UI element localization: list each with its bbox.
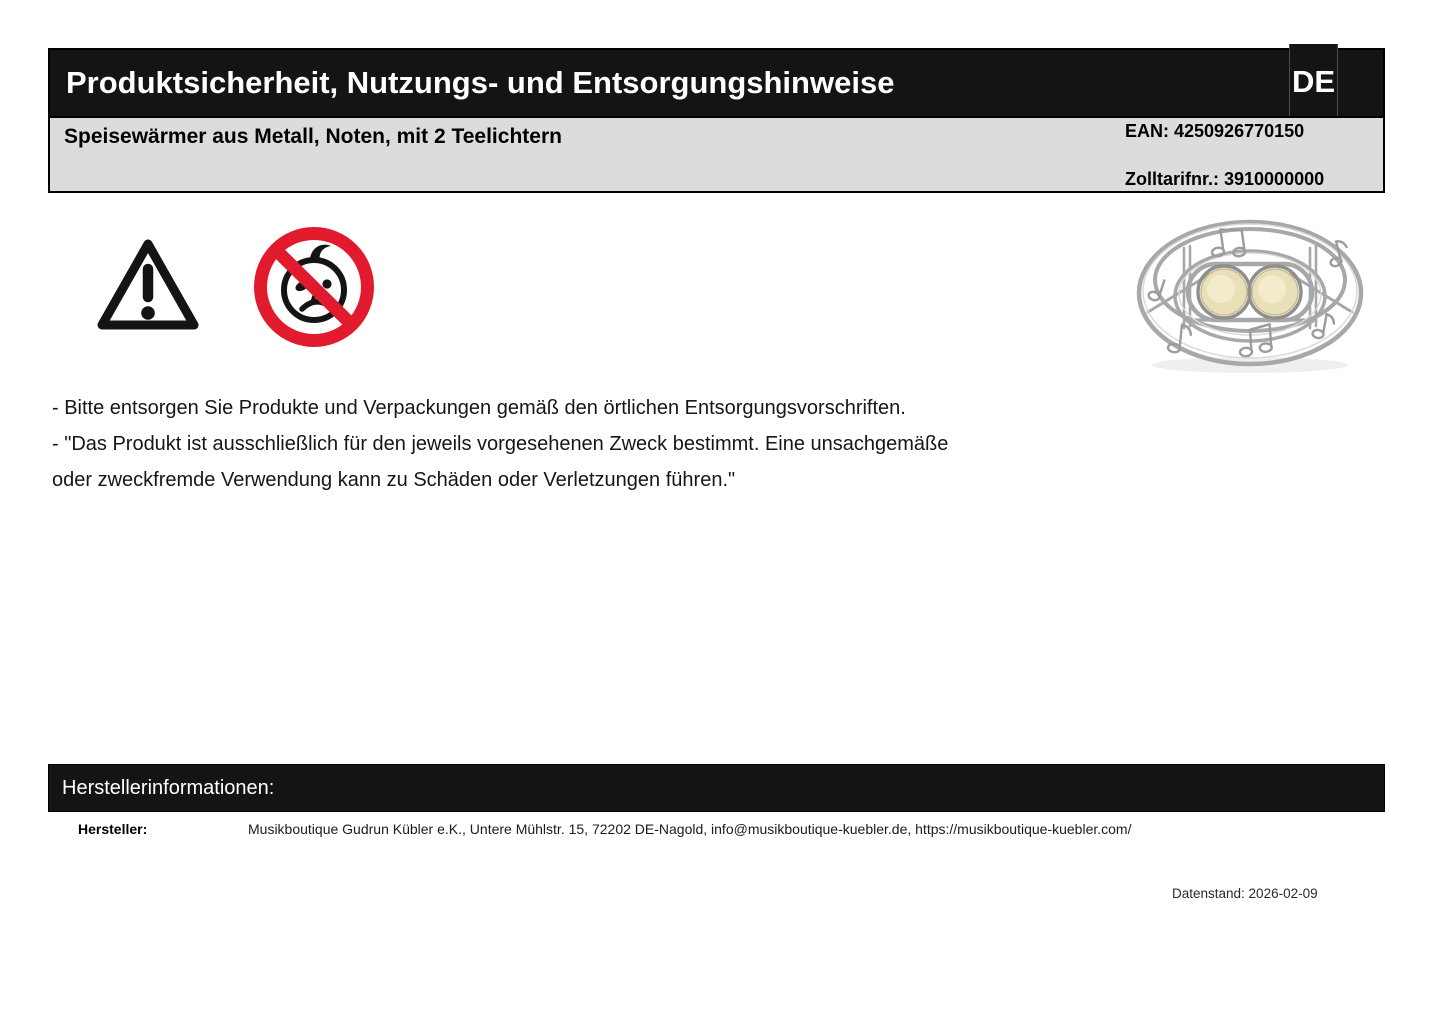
- manufacturer-section-heading: Herstellerinformationen:: [62, 776, 275, 799]
- subheader-bar: [50, 116, 1383, 191]
- title-bar: [50, 50, 1383, 116]
- no-children-icon: [253, 226, 375, 353]
- note-line: oder zweckfremde Verwendung kann zu Schäden oder Verletzungen führen.": [52, 469, 736, 491]
- manufacturer-label: Hersteller:: [78, 821, 148, 837]
- language-code: DE: [1291, 64, 1336, 99]
- header-block: [48, 48, 1385, 193]
- product-photo: [1122, 200, 1378, 383]
- product-name: Speisewärmer aus Metall, Noten, mit 2 Teelichtern: [64, 125, 562, 148]
- ean-value: EAN: 4250926770150: [1125, 121, 1305, 141]
- note-line: - "Das Produkt ist ausschließlich für den jeweils vorgesehenen Zweck bestimmt. Eine unsachgemäße: [52, 433, 949, 455]
- product-codes: [1125, 121, 1383, 190]
- language-tab: [1289, 44, 1338, 120]
- warning-triangle-icon: [95, 236, 201, 339]
- page-title: Produktsicherheit, Nutzungs- und Entsorgungshinweise: [66, 65, 895, 100]
- disposal-usage-notes: [52, 390, 948, 498]
- manufacturer-section-bar: [48, 764, 1385, 812]
- manufacturer-value: Musikboutique Gudrun Kübler e.K., Untere Mühlstr. 15, 72202 DE-Nagold, info@musikboutique-kuebler.de, https://musikboutique-kuebler.com/: [248, 821, 1132, 837]
- note-line: - Bitte entsorgen Sie Produkte und Verpackungen gemäß den örtlichen Entsorgungsvorschriften.: [52, 397, 906, 419]
- tariff-number: Zolltarifnr.: 3910000000: [1125, 169, 1325, 189]
- data-date-stamp: Datenstand: 2026-02-09: [1172, 886, 1318, 901]
